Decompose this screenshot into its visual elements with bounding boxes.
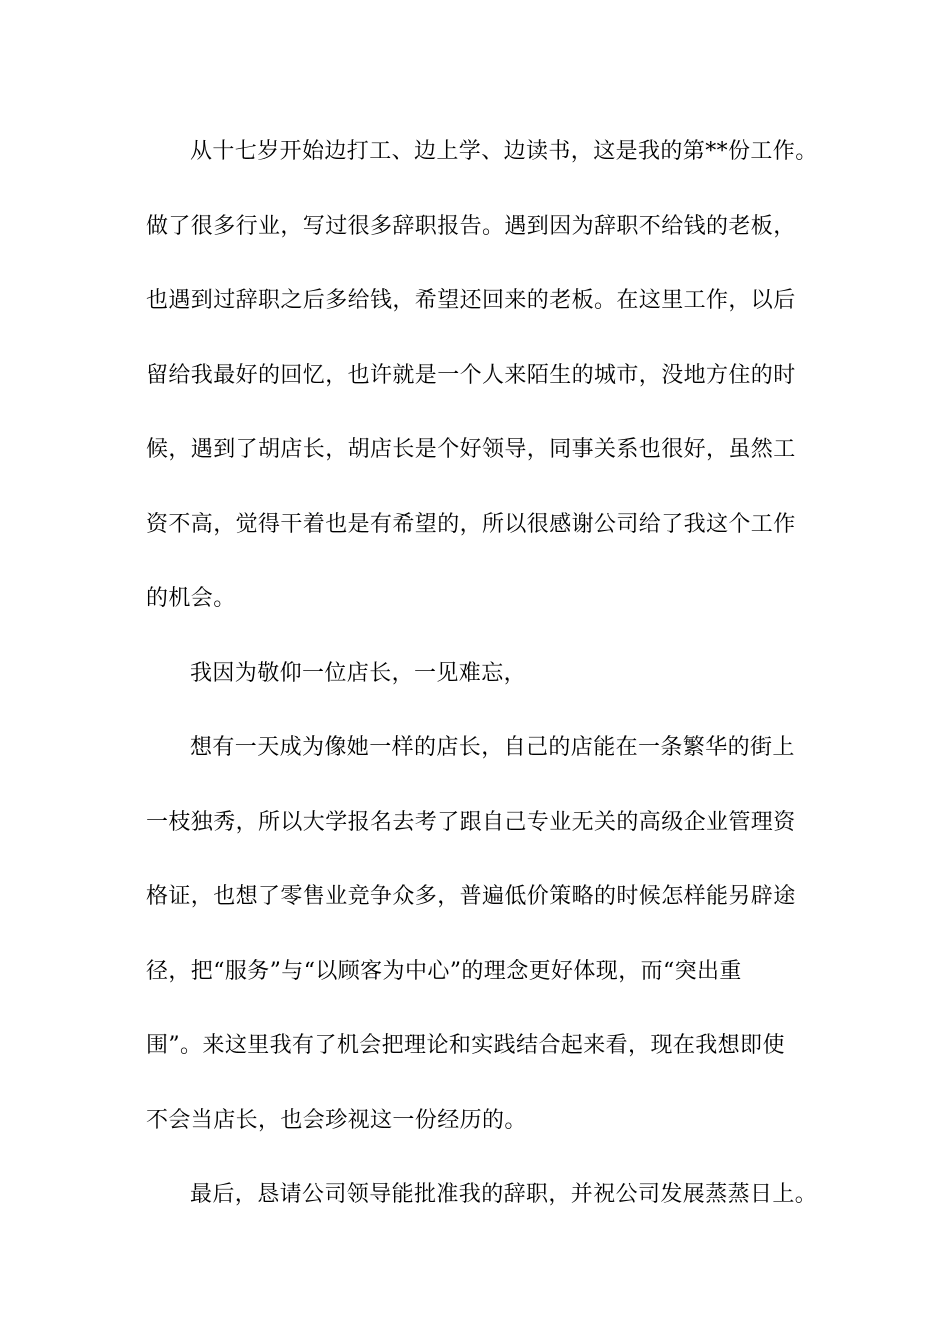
paragraph-1-line-4: 留给我最好的回忆，也许就是一个人来陌生的城市，没地方住的时 bbox=[146, 363, 796, 388]
paragraph-3-line-6: 不会当店长，也会珍视这一份经历的。 bbox=[146, 1108, 527, 1133]
paragraph-3-line-1: 想有一天成为像她一样的店长，自己的店能在一条繁华的街上 bbox=[190, 735, 795, 760]
paragraph-2-line-1: 我因为敬仰一位店长，一见难忘， bbox=[190, 661, 527, 686]
paragraph-1-line-6: 资不高，觉得干着也是有希望的，所以很感谢公司给了我这个工作 bbox=[146, 512, 796, 537]
paragraph-3-line-5: 围”。来这里我有了机会把理论和实践结合起来看，现在我想即使 bbox=[146, 1033, 785, 1058]
paragraph-1-line-1: 从十七岁开始边打工、边上学、边读书，这是我的第**份工作。 bbox=[190, 139, 818, 164]
paragraph-1-line-5: 候，遇到了胡店长，胡店长是个好领导，同事关系也很好，虽然工 bbox=[146, 437, 796, 462]
paragraph-1-line-7: 的机会。 bbox=[146, 586, 236, 611]
paragraph-4-line-1: 最后，恳请公司领导能批准我的辞职，并祝公司发展蒸蒸日上。 bbox=[190, 1182, 818, 1207]
paragraph-3-line-2: 一枝独秀，所以大学报名去考了跟自己专业无关的高级企业管理资 bbox=[146, 810, 796, 835]
paragraph-3-line-3: 格证，也想了零售业竞争众多，普遍低价策略的时候怎样能另辟途 bbox=[146, 884, 796, 909]
paragraph-1-line-3: 也遇到过辞职之后多给钱，希望还回来的老板。在这里工作，以后 bbox=[146, 288, 796, 313]
paragraph-3-line-4: 径，把“服务”与“以顾客为中心”的理念更好体现，而“突出重 bbox=[146, 959, 742, 984]
paragraph-1-line-2: 做了很多行业，写过很多辞职报告。遇到因为辞职不给钱的老板， bbox=[146, 214, 796, 239]
